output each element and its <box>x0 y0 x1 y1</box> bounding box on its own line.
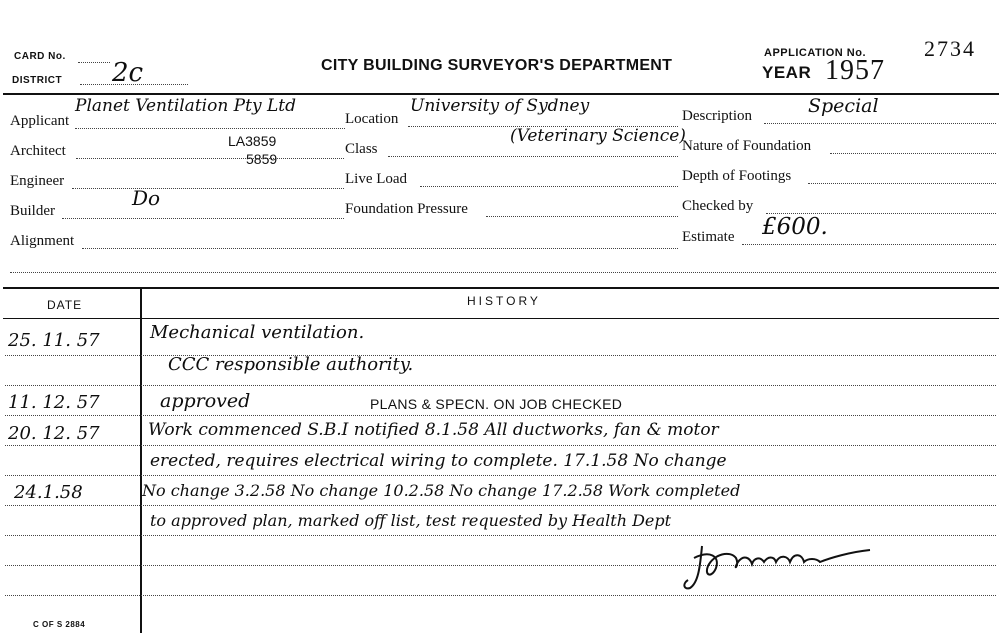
row-line <box>5 445 996 446</box>
application-no-label: APPLICATION No. <box>764 47 867 59</box>
nature-line <box>830 153 996 154</box>
department-title: CITY BUILDING SURVEYOR'S DEPARTMENT <box>321 57 673 74</box>
architect-label: Architect <box>10 143 66 159</box>
history-date: 24.1.58 <box>14 482 83 503</box>
history-date: 25. 11. 57 <box>8 330 100 351</box>
alignment-line <box>82 248 678 249</box>
history-header: HISTORY <box>467 294 541 308</box>
engineer-label: Engineer <box>10 173 65 189</box>
architect-line <box>76 158 344 159</box>
alignment-label: Alignment <box>10 233 75 249</box>
row-line <box>5 475 996 476</box>
row-line <box>5 415 996 416</box>
card-no-label: CARD No. <box>14 51 66 62</box>
location-value: University of Sydney <box>410 96 590 116</box>
live-load-label: Live Load <box>345 171 408 187</box>
history-date: 11. 12. 57 <box>8 392 100 413</box>
row-line <box>5 505 996 506</box>
year-value: 1957 <box>825 55 885 86</box>
row-line <box>5 355 996 356</box>
location-value-2: (Veterinary Science) <box>510 126 686 146</box>
applicant-label: Applicant <box>10 113 70 129</box>
form-code: C OF S 2884 <box>33 620 86 629</box>
history-text: erected, requires electrical wiring to complete. 17.1.58 No change <box>150 451 727 471</box>
description-value: Special <box>808 95 879 117</box>
history-text: Work commenced S.B.I notified 8.1.58 All ductworks, fan & motor <box>148 420 719 440</box>
location-label: Location <box>345 111 399 127</box>
date-header: DATE <box>47 298 83 312</box>
row-line <box>5 385 996 386</box>
district-label: DISTRICT <box>12 75 63 86</box>
engineer-line <box>72 188 344 189</box>
architect-value-1: LA3859 <box>228 133 277 149</box>
builder-label: Builder <box>10 203 55 219</box>
signature <box>680 528 880 598</box>
builder-line <box>62 218 344 219</box>
history-text: Mechanical ventilation. <box>150 322 365 343</box>
class-line <box>388 156 678 157</box>
plans-checked-stamp: PLANS & SPECN. ON JOB CHECKED <box>370 396 623 412</box>
history-text: No change 3.2.58 No change 10.2.58 No change 17.2.58 Work completed <box>142 481 741 500</box>
history-text: to approved plan, marked off list, test requested by Health Dept <box>150 511 672 530</box>
estimate-label: Estimate <box>682 229 735 245</box>
description-label: Description <box>682 108 752 124</box>
district-value: 2c <box>112 58 144 88</box>
history-text: approved <box>160 390 251 412</box>
foundation-pressure-line <box>486 216 678 217</box>
applicant-value: Planet Ventilation Pty Ltd <box>75 96 296 116</box>
description-line <box>764 123 996 124</box>
foundation-pressure-label: Foundation Pressure <box>345 201 468 217</box>
estimate-line <box>742 244 996 245</box>
table-header-rule <box>3 318 999 319</box>
card-no-line <box>78 62 110 63</box>
history-date: 20. 12. 57 <box>8 423 100 444</box>
depth-line <box>808 183 996 184</box>
live-load-line <box>420 186 678 187</box>
depth-of-footings-label: Depth of Footings <box>682 168 792 184</box>
applicant-line <box>75 128 345 129</box>
nature-of-foundation-label: Nature of Foundation <box>682 138 812 154</box>
blank-line <box>10 272 996 273</box>
estimate-value: £600. <box>762 214 828 240</box>
year-label: YEAR <box>762 63 812 82</box>
fields-rule <box>3 287 999 289</box>
builder-value: Do <box>132 186 161 210</box>
architect-value-2: 5859 <box>246 151 278 167</box>
checked-by-label: Checked by <box>682 198 754 214</box>
date-column-divider <box>140 289 142 633</box>
class-label: Class <box>345 141 378 157</box>
application-number: 2734 <box>924 36 976 61</box>
history-text: CCC responsible authority. <box>168 354 414 375</box>
